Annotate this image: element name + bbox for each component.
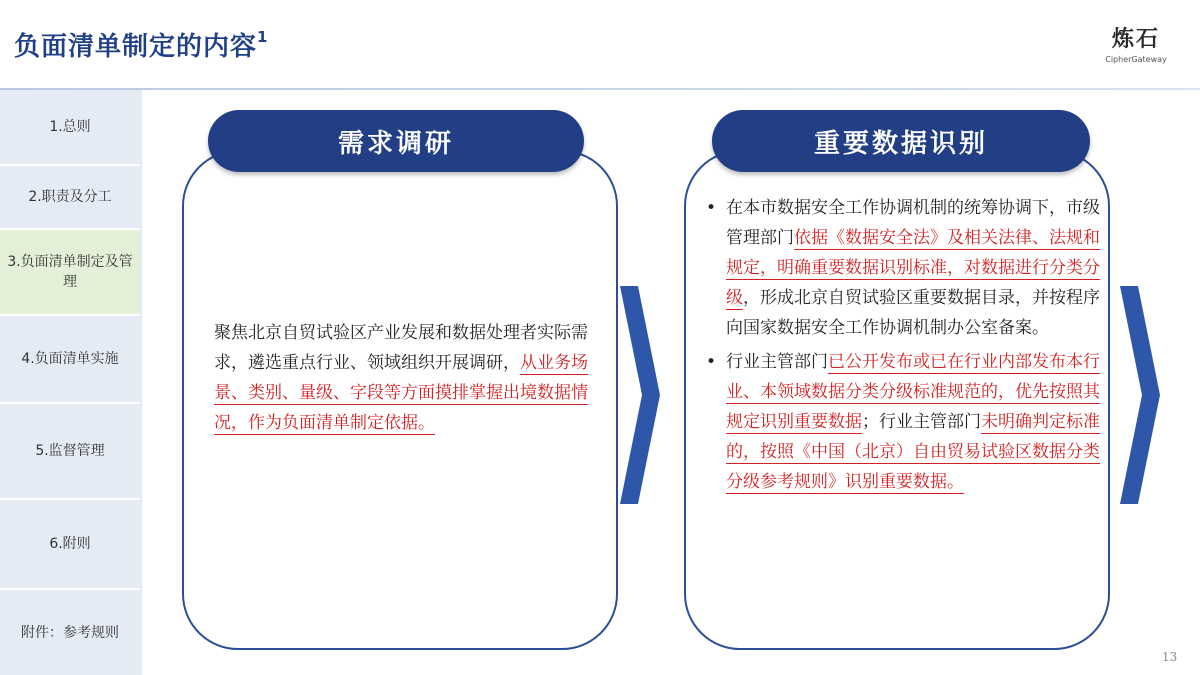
chevron-right-icon: [620, 286, 660, 504]
sidebar-item-appendix[interactable]: 6.附则: [0, 500, 140, 590]
right-panel-bullets: [700, 193, 1108, 501]
right-panel-title: 重要数据识别: [712, 110, 1090, 172]
left-panel-text: [214, 318, 590, 438]
page-title-text: 负面清单制定的内容: [14, 32, 258, 62]
page-number: 13: [1162, 650, 1178, 664]
bullet-item-2: [700, 347, 1108, 497]
sidebar-item-general[interactable]: 1.总则: [0, 90, 140, 166]
left-text-plain: 聚焦北京自贸试验区产业发展和数据处理者实际需求，遴选重点行业、领域组织开展调研，: [214, 323, 588, 373]
sidebar-item-supervision[interactable]: 5.监督管理: [0, 404, 140, 500]
bullet2-highlight-b: 未明确判定标准的，按照《中国（北京）自由贸易试验区数据分类分级参考规则》识别重要数据。: [726, 412, 1100, 492]
bullet1-text-a: 在本市数据安全工作协调机制的统筹协调下，市级管理部门: [726, 198, 1100, 248]
slide-header: [0, 0, 1200, 88]
bullet2-text-a: 行业主管部门: [726, 352, 828, 372]
bullet-item-1: [700, 193, 1108, 343]
page-title: [14, 26, 268, 63]
sidebar-item-list-formulation[interactable]: 3.负面清单制定及管理: [0, 230, 140, 316]
sidebar-nav: [0, 90, 142, 675]
logo-text: 炼石: [1111, 27, 1160, 52]
left-panel-title: 需求调研: [208, 110, 584, 172]
sidebar-item-attachment[interactable]: 附件：参考规则: [21, 624, 119, 641]
bullet1-highlight: 依据《数据安全法》及相关法律、法规和规定，明确重要数据识别标准，对数据进行分类分级: [726, 228, 1100, 308]
bullet2-highlight-a: 已公开发布或已在行业内部发布本行业、本领域数据分类分级标准规范的，优先按照其规定识别重要数据: [726, 352, 1100, 432]
bullet2-text-b: ；行业主管部门: [862, 412, 981, 432]
left-text-highlight: 从业务场景、类别、量级、字段等方面摸排掌握出境数据情况，作为负面清单制定依据。: [214, 353, 588, 433]
sidebar-item-list-implementation[interactable]: 4.负面清单实施: [0, 316, 140, 404]
main-content: [142, 90, 1200, 675]
logo-subtext: CipherGateway: [1105, 55, 1167, 64]
company-logo: [1094, 22, 1178, 70]
bullet1-text-b: ，形成北京自贸试验区重要数据目录，并按程序向国家数据安全工作协调机制办公室备案。: [726, 288, 1100, 338]
chevron-right-icon: [1120, 286, 1160, 504]
footnote-marker: 1: [257, 28, 269, 46]
sidebar-item-duties[interactable]: 2.职责及分工: [0, 166, 140, 230]
